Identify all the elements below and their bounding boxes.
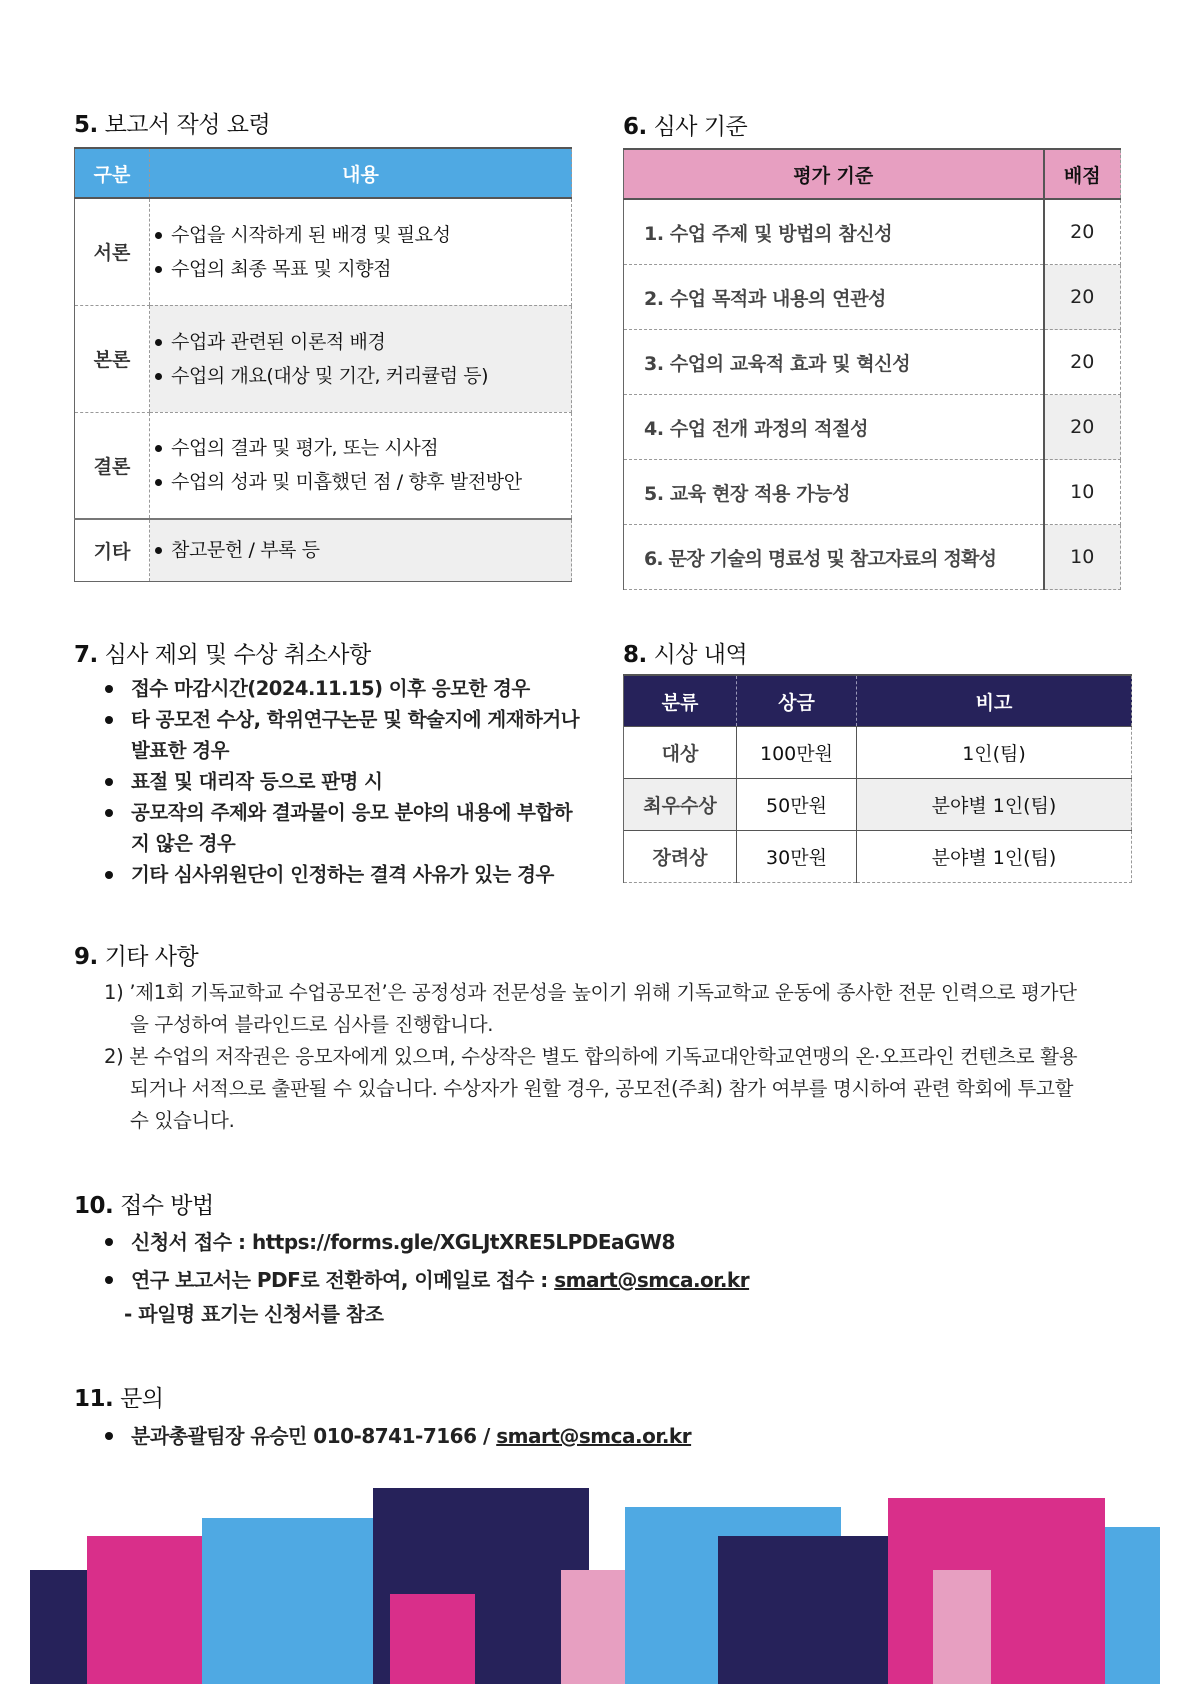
submission-list [103, 1223, 749, 1299]
header-score: 배점 [1044, 149, 1121, 199]
email-link[interactable]: smart@smca.or.kr [554, 1268, 750, 1292]
section-title: 시상 내역 [653, 642, 748, 668]
award-class: 대상 [624, 727, 737, 779]
section-number: 8. [623, 642, 647, 668]
section-title: 보고서 작성 요령 [104, 112, 271, 138]
section-title: 접수 방법 [120, 1193, 214, 1219]
section-number: 9. [74, 944, 98, 970]
section-7-heading [74, 636, 371, 669]
list-item: 접수 마감시간(2024.11.15) 이후 응모한 경우 [103, 673, 583, 704]
section-6-heading [623, 108, 747, 141]
list-item: 참고문헌 / 부록 등 [171, 533, 570, 567]
row-content [150, 305, 572, 412]
row-category: 결론 [75, 412, 150, 519]
criteria-cell: 4. 수업 전개 과정의 적절성 [624, 395, 1044, 460]
header-prize: 상금 [737, 675, 857, 727]
deco-block [1105, 1527, 1160, 1684]
criteria-cell: 5. 교육 현장 적용 가능성 [624, 460, 1044, 525]
score-cell: 10 [1044, 460, 1121, 525]
score-cell: 20 [1044, 395, 1121, 460]
form-link[interactable]: https://forms.gle/XGLJtXRE5LPDEaGW8 [252, 1230, 675, 1254]
section-number: 10. [74, 1193, 114, 1219]
row-category: 기타 [75, 519, 150, 581]
list-item: 기타 심사위원단이 인정하는 결격 사유가 있는 경우 [103, 859, 583, 890]
score-cell: 20 [1044, 330, 1121, 395]
row-content [150, 519, 572, 581]
list-item [103, 1223, 749, 1261]
section-number: 5. [74, 112, 98, 138]
section-8-heading [623, 636, 747, 669]
deco-block [888, 1498, 1105, 1684]
header-note: 비고 [857, 675, 1132, 727]
list-item: 공모작의 주제와 결과물이 응모 분야의 내용에 부합하지 않은 경우 [103, 797, 583, 859]
contact-label: 분과총괄팀장 유승민 010-8741-7166 / [131, 1424, 497, 1448]
contact-list [103, 1417, 691, 1455]
row-category: 본론 [75, 305, 150, 412]
list-item: 표절 및 대리작 등으로 판명 시 [103, 766, 583, 797]
section-title: 심사 제외 및 수상 취소사항 [104, 642, 371, 668]
section-9-heading [74, 938, 198, 971]
criteria-cell: 3. 수업의 교육적 효과 및 혁신성 [624, 330, 1044, 395]
header-category: 구분 [75, 148, 150, 198]
row-category: 서론 [75, 198, 150, 305]
award-prize: 30만원 [737, 831, 857, 883]
row-content [150, 198, 572, 305]
award-prize: 100만원 [737, 727, 857, 779]
list-item: 타 공모전 수상, 학위연구논문 및 학술지에 게재하거나 발표한 경우 [103, 704, 583, 766]
list-item [103, 1417, 691, 1455]
list-item: 수업의 최종 목표 및 지향점 [171, 252, 570, 286]
evaluation-criteria-table [623, 148, 1121, 590]
award-class: 최우수상 [624, 779, 737, 831]
section-number: 6. [623, 114, 647, 140]
header-criteria: 평가 기준 [624, 149, 1044, 199]
awards-table [623, 674, 1132, 883]
form-label: 신청서 접수 : [131, 1230, 252, 1254]
deco-block [561, 1570, 626, 1684]
list-item: 수업을 시작하게 된 배경 및 필요성 [171, 218, 570, 252]
section-11-heading [74, 1380, 164, 1413]
report-guide-table [74, 147, 572, 582]
section-number: 7. [74, 642, 98, 668]
note-item: 2) 본 수업의 저작권은 응모자에게 있으며, 수상작은 별도 합의하에 기독교대안학교연맹의 온·오프라인 컨텐츠로 활용되거나 서적으로 출판될 수 있습니다. 수상자가 원할 경우, 공모전(주최) 참가 여부를 명시하여 관련 학회에 투고할 수 있습니다. [104, 1045, 1078, 1132]
section-10-heading [74, 1187, 214, 1220]
award-class: 장려상 [624, 831, 737, 883]
award-note: 분야별 1인(팀) [857, 831, 1132, 883]
score-cell: 20 [1044, 265, 1121, 330]
deco-block [87, 1536, 202, 1684]
header-content: 내용 [150, 148, 572, 198]
list-item [103, 1261, 749, 1299]
criteria-cell: 1. 수업 주제 및 방법의 참신성 [624, 199, 1044, 265]
deco-block [202, 1518, 390, 1684]
section-5-heading [74, 106, 270, 139]
contact-email-link[interactable]: smart@smca.or.kr [496, 1424, 692, 1448]
section-number: 11. [74, 1386, 114, 1412]
score-cell: 20 [1044, 199, 1121, 265]
award-prize: 50만원 [737, 779, 857, 831]
award-note: 1인(팀) [857, 727, 1132, 779]
section-title: 문의 [120, 1386, 164, 1412]
other-notes [104, 977, 1084, 1137]
section-title: 기타 사항 [104, 944, 199, 970]
list-item: 수업과 관련된 이론적 배경 [171, 325, 570, 359]
deco-block [390, 1594, 475, 1684]
header-class: 분류 [624, 675, 737, 727]
award-note: 분야별 1인(팀) [857, 779, 1132, 831]
row-content [150, 412, 572, 519]
list-item: 수업의 결과 및 평가, 또는 시사점 [171, 431, 570, 465]
criteria-cell: 2. 수업 목적과 내용의 연관성 [624, 265, 1044, 330]
list-item: 수업의 개요(대상 및 기간, 커리큘럼 등) [171, 359, 570, 393]
section-title: 심사 기준 [653, 114, 748, 140]
filename-note: - 파일명 표기는 신청서를 참조 [124, 1302, 384, 1326]
criteria-cell: 6. 문장 기술의 명료성 및 참고자료의 정확성 [624, 525, 1044, 590]
score-cell: 10 [1044, 525, 1121, 590]
deco-block [933, 1570, 991, 1684]
email-label: 연구 보고서는 PDF로 전환하여, 이메일로 접수 : [131, 1268, 555, 1292]
note-item: 1) ’제1회 기독교학교 수업공모전’은 공정성과 전문성을 높이기 위해 기독교학교 운동에 종사한 전문 인력으로 평가단을 구성하여 블라인드로 심사를 진행합니다. [104, 981, 1077, 1036]
exclusion-list [103, 673, 583, 890]
list-item: 수업의 성과 및 미흡했던 점 / 향후 발전방안 [171, 465, 570, 499]
